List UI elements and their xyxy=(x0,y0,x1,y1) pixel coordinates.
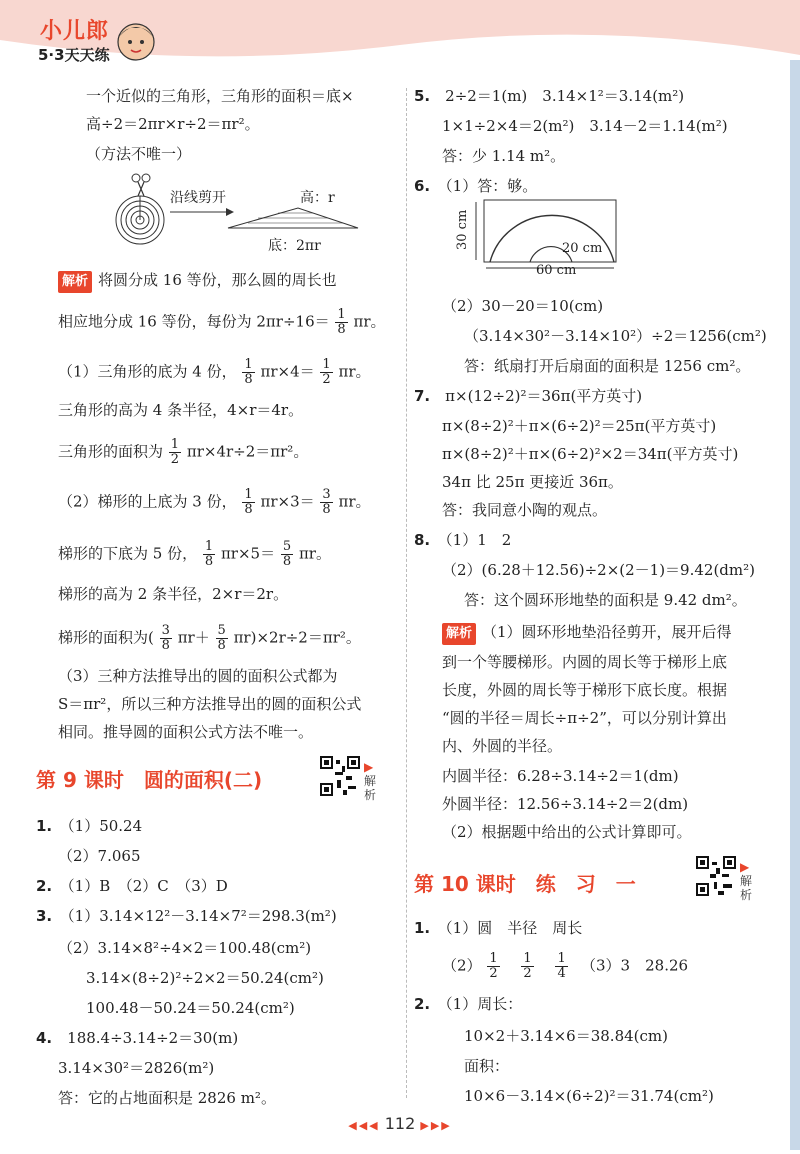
column-divider xyxy=(406,88,407,1098)
question-line: 3.14×(8÷2)²÷2×2＝50.24(cm²) xyxy=(86,969,324,987)
question-line: π×(8÷2)²＋π×(6÷2)²×2＝34π(平方英寸) xyxy=(442,445,739,463)
fraction: $\frac{1}{8}$ xyxy=(244,487,253,517)
question-line: 1. （1）圆 半径 周长 xyxy=(414,919,583,937)
question-line: 5. 2÷2＝1(m) 3.14×1²＝3.14(m²) xyxy=(414,87,685,105)
question-line: （2） $\frac{1}{2}$ $\frac{1}{2}$ $\frac{1}{4}$ （3）3 28.26 xyxy=(442,951,689,981)
qr-label[interactable]: ▶ 解析 xyxy=(364,760,377,802)
fraction: $\frac{1}{2}$ xyxy=(170,437,180,467)
qr-code-icon[interactable] xyxy=(696,856,736,896)
scissors-icon xyxy=(132,174,150,196)
cut-label: 沿线剪开 xyxy=(170,190,226,206)
question-line: 1. （1）50.24 xyxy=(36,817,143,835)
logo-subtitle: 5·3天天练 xyxy=(38,46,110,64)
page-number-text: 112 xyxy=(384,1114,416,1133)
fraction: $\frac{1}{8}$ xyxy=(337,307,346,337)
analysis-line: 内、外圆的半径。 xyxy=(442,737,563,755)
analysis-line: 解析 将圆分成 16 等份，那么圆的周长也 xyxy=(58,270,337,293)
striped-triangle xyxy=(228,208,358,228)
lesson-10-title: 第 10 课时 练 习 一 xyxy=(414,872,636,896)
analysis-line: 三角形的高为 4 条半径，4×r＝4r。 xyxy=(58,401,304,419)
question-line: 10×6－3.14×(6÷2)²＝31.74(cm²) xyxy=(464,1087,714,1105)
play-icon: ▶ xyxy=(364,760,374,774)
question-line: （3.14×30²－3.14×10²）÷2＝1256(cm²) xyxy=(464,327,767,345)
analysis-line: 三角形的面积为 $\frac{1}{2}$ πr×4r÷2＝πr²。 xyxy=(58,437,309,467)
lesson-9-title: 第 9 课时 圆的面积(二) xyxy=(36,768,263,792)
arrow-head xyxy=(226,208,234,216)
fraction: $\frac{3}{8}$ xyxy=(161,623,170,653)
analysis-line: （1）三角形的底为 4 份， $\frac{1}{8}$ πr×4＝ $\frac{1}{2}$ πr。 xyxy=(58,357,371,387)
question-line: （2）7.065 xyxy=(58,847,141,865)
fraction: $\frac{1}{8}$ xyxy=(244,357,253,387)
question-line: 答：纸扇打开后扇面的面积是 1256 cm²。 xyxy=(464,357,751,375)
question-line: （2）30－20＝10(cm) xyxy=(442,297,604,315)
fraction: $\frac{1}{4}$ xyxy=(557,951,566,981)
fraction: $\frac{1}{8}$ xyxy=(204,539,214,569)
analysis-tag: 解析 xyxy=(58,271,92,293)
play-icon: ▶ xyxy=(740,860,750,874)
question-line: 3.14×30²＝2826(m²) xyxy=(58,1059,215,1077)
fraction: $\frac{1}{2}$ xyxy=(322,357,331,387)
height-label: 高：r xyxy=(300,190,335,206)
question-line: 4. 188.4÷3.14÷2＝30(m) xyxy=(36,1029,239,1047)
text-line: 高÷2＝2πr×r÷2＝πr²。 xyxy=(86,115,260,133)
analysis-line: 梯形的高为 2 条半径，2×r＝2r。 xyxy=(58,585,289,603)
question-line: 1×1÷2×4＝2(m²) 3.14－2＝1.14(m²) xyxy=(442,117,728,135)
analysis-line: （3）三种方法推导出的圆的面积公式都为 xyxy=(58,667,338,685)
analysis-line: 梯形的面积为( $\frac{3}{8}$ πr＋ $\frac{5}{8}$ πr)×2r÷2＝πr²。 xyxy=(58,623,361,653)
qr-code-icon[interactable] xyxy=(320,756,360,796)
fraction: $\frac{1}{2}$ xyxy=(523,951,532,981)
analysis-line: S＝πr²，所以三种方法推导出的圆的面积公式 xyxy=(58,695,362,713)
fan-figure xyxy=(454,196,624,276)
right-arrows-icon: ▶▶▶ xyxy=(420,1119,452,1132)
question-line: 10×2＋3.14×6＝38.84(cm) xyxy=(464,1027,668,1045)
fraction: $\frac{3}{8}$ xyxy=(322,487,331,517)
analysis-tag: 解析 xyxy=(442,623,476,645)
analysis-line: 长度，外圆的周长等于梯形下底长度。根据 xyxy=(442,681,728,699)
question-line: 答：这个圆环形地垫的面积是 9.42 dm²。 xyxy=(464,591,747,609)
analysis-line: 相应地分成 16 等份，每份为 2πr÷16＝ $\frac{1}{8}$ πr。 xyxy=(58,307,386,337)
question-line: 34π 比 25π 更接近 36π。 xyxy=(442,473,623,491)
cut-circle-figure xyxy=(58,168,368,264)
text-line: （方法不唯一） xyxy=(86,145,192,163)
question-line: 答：我同意小陶的观点。 xyxy=(442,501,608,519)
qr-label[interactable]: ▶ 解析 xyxy=(740,860,753,902)
analysis-line: “圆的半径＝周长÷π÷2”，可以分别计算出 xyxy=(442,709,727,727)
question-line: 6. （1）答：够。 xyxy=(414,177,538,195)
page-edge xyxy=(790,60,800,1150)
fraction: $\frac{5}{8}$ xyxy=(217,623,226,653)
analysis-line: 到一个等腰梯形。内圆的周长等于梯形上底 xyxy=(442,653,728,671)
text-line: 一个近似的三角形，三角形的面积＝底× xyxy=(86,87,354,105)
question-line: 7. π×(12÷2)²＝36π(平方英寸) xyxy=(414,387,643,405)
page-number xyxy=(330,1114,470,1133)
base-label: 底：2πr xyxy=(268,238,321,254)
outer-width-label: 60 cm xyxy=(536,263,577,276)
question-line: π×(8÷2)²＋π×(6÷2)²＝25π(平方英寸) xyxy=(442,417,717,435)
question-line: 2. （1）周长： xyxy=(414,995,523,1013)
analysis-line: 相同。推导圆的面积公式方法不唯一。 xyxy=(58,723,314,741)
question-line: 2. （1）B （2）C （3）D xyxy=(36,877,228,895)
question-line: 答：少 1.14 m²。 xyxy=(442,147,566,165)
question-line: 答：它的占地面积是 2826 m²。 xyxy=(58,1089,276,1107)
fraction: $\frac{1}{2}$ xyxy=(489,951,498,981)
inner-width-label: 20 cm xyxy=(562,241,603,256)
analysis-line: （2）根据题中给出的公式计算即可。 xyxy=(442,823,692,841)
analysis-line: 内圆半径：6.28÷3.14÷2＝1(dm) xyxy=(442,767,679,785)
analysis-line: 梯形的下底为 5 份， $\frac{1}{8}$ πr×5＝ $\frac{5}{8}$ πr。 xyxy=(58,539,331,569)
question-line: 8. （1）1 2 xyxy=(414,531,512,549)
analysis-line: （2）梯形的上底为 3 份， $\frac{1}{8}$ πr×3＝ $\frac{3}{8}$ πr。 xyxy=(58,487,371,517)
question-line: （2）3.14×8²÷4×2＝100.48(cm²) xyxy=(58,939,312,957)
question-line: 面积： xyxy=(464,1057,510,1075)
concentric-circles xyxy=(116,196,164,244)
question-line: 100.48－50.24＝50.24(cm²) xyxy=(86,999,295,1017)
question-line: （2）(6.28＋12.56)÷2×(2－1)＝9.42(dm²) xyxy=(442,561,756,579)
height-label: 30 cm xyxy=(455,209,470,250)
logo-title: 小儿郎 xyxy=(40,19,110,44)
analysis-line: 外圆半径：12.56÷3.14÷2＝2(dm) xyxy=(442,795,689,813)
analysis-line: 解析 （1）圆环形地垫沿径剪开，展开后得 xyxy=(442,622,732,645)
fraction: $\frac{5}{8}$ xyxy=(282,539,292,569)
left-arrows-icon: ◀◀◀ xyxy=(348,1119,380,1132)
question-line: 3. （1）3.14×12²－3.14×7²＝298.3(m²) xyxy=(36,907,337,925)
